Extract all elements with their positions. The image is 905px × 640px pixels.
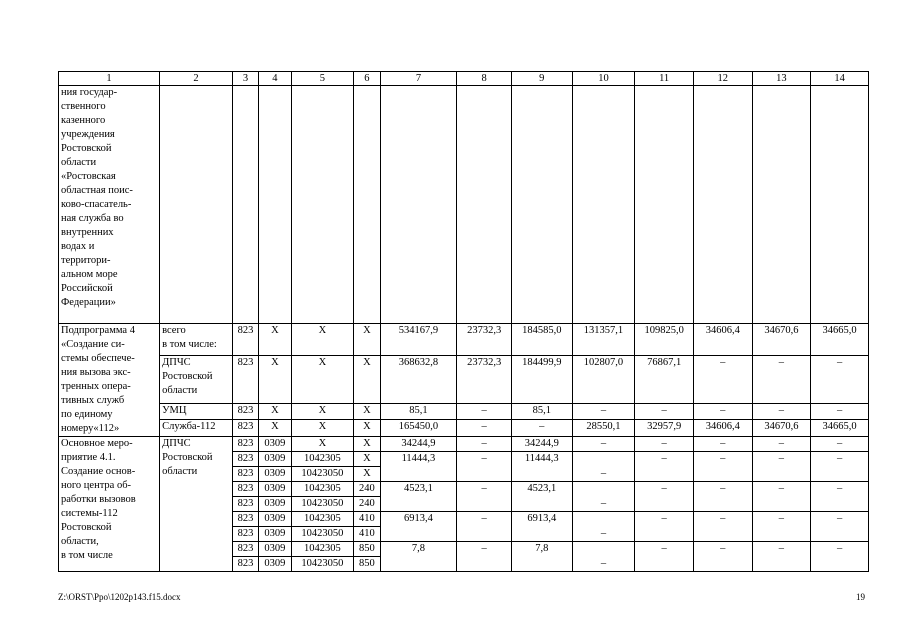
cell-csr: 1042305: [291, 512, 354, 527]
cell-csr: 1042305: [291, 482, 354, 497]
cell-total: 85,1: [380, 403, 457, 420]
cell-year: 32957,9: [635, 420, 694, 437]
cell-vr: X: [354, 437, 380, 452]
cell-year: –: [752, 542, 811, 572]
cell-csr: 10423050: [291, 557, 354, 572]
cell-year: 109825,0: [635, 324, 694, 356]
cell-year: –: [811, 452, 869, 482]
cell-year: 76867,1: [635, 356, 694, 404]
cell-year: –: [635, 542, 694, 572]
cell-year: 34665,0: [811, 324, 869, 356]
cell-vr: X: [354, 467, 380, 482]
cell-rzpr: 0309: [259, 467, 291, 482]
cell-year: 34606,4: [693, 420, 752, 437]
executor-cell: ДПЧС Ростовской области: [160, 356, 233, 404]
cell-year: 102807,0: [572, 356, 635, 404]
cell-year: –: [457, 437, 512, 452]
cell-year: –: [635, 512, 694, 542]
cell-grbs: 823: [232, 482, 258, 497]
cell-grbs: 823: [232, 420, 258, 437]
cell-year: –: [811, 437, 869, 452]
header-cell: 13: [752, 72, 811, 86]
cell-year: –: [572, 437, 635, 452]
cell-rzpr: X: [259, 356, 291, 404]
cell-total: 11444,3: [380, 452, 457, 482]
cell-year: –: [572, 512, 635, 542]
executor-cell: Служба-112: [160, 420, 233, 437]
cell-vr: 410: [354, 512, 380, 527]
cell-grbs: 823: [232, 403, 258, 420]
cell-year: –: [635, 452, 694, 482]
table-row: [59, 420, 869, 437]
cell-rzpr: X: [259, 324, 291, 356]
cell-year: 184585,0: [511, 324, 572, 356]
cell-year: 34665,0: [811, 420, 869, 437]
cell-year: –: [457, 482, 512, 512]
cell-grbs: 823: [232, 512, 258, 527]
cell-year: –: [693, 542, 752, 572]
header-cell: 5: [291, 72, 354, 86]
header-row: [59, 72, 869, 86]
header-cell: 8: [457, 72, 512, 86]
cell-year: 28550,1: [572, 420, 635, 437]
cell-rzpr: X: [259, 403, 291, 420]
header-cell: 11: [635, 72, 694, 86]
cell-year: –: [572, 482, 635, 512]
cell-grbs: 823: [232, 542, 258, 557]
cell-rzpr: X: [259, 420, 291, 437]
cell-year: –: [693, 512, 752, 542]
cell-csr: 1042305: [291, 452, 354, 467]
cell-year: –: [693, 403, 752, 420]
cell-year: –: [811, 542, 869, 572]
cell-total: 368632,8: [380, 356, 457, 404]
cell-year: 131357,1: [572, 324, 635, 356]
cell-year: 34606,4: [693, 324, 752, 356]
header-cell: 9: [511, 72, 572, 86]
cell-vr: X: [354, 403, 380, 420]
measure-name: Основное меро- приятие 4.1. Создание основ- ного центра об- работки вызовов системы-112 Ростовской области, в том числе: [59, 437, 160, 572]
continuation-row: [59, 86, 869, 324]
cell-csr: 10423050: [291, 497, 354, 512]
cell-rzpr: 0309: [259, 557, 291, 572]
cell-year: 6913,4: [511, 512, 572, 542]
cell-grbs: 823: [232, 437, 258, 452]
cell-rzpr: 0309: [259, 527, 291, 542]
cell-year: –: [635, 403, 694, 420]
cell-csr: X: [291, 437, 354, 452]
cell-year: –: [572, 403, 635, 420]
cell-year: –: [811, 356, 869, 404]
cell-vr: 410: [354, 527, 380, 542]
cell-rzpr: 0309: [259, 437, 291, 452]
cell-year: –: [457, 452, 512, 482]
cell-year: –: [752, 356, 811, 404]
cell-year: –: [635, 437, 694, 452]
cell-year: –: [457, 403, 512, 420]
cell-year: –: [693, 452, 752, 482]
cell-year: –: [752, 452, 811, 482]
cell-total: 34244,9: [380, 437, 457, 452]
cell-year: 11444,3: [511, 452, 572, 482]
cell-csr: X: [291, 403, 354, 420]
cell-year: –: [752, 512, 811, 542]
cell-year: 85,1: [511, 403, 572, 420]
cell-year: 23732,3: [457, 356, 512, 404]
cell-year: 23732,3: [457, 324, 512, 356]
header-cell: 7: [380, 72, 457, 86]
cell-year: –: [511, 420, 572, 437]
header-cell: 12: [693, 72, 752, 86]
header-cell: 3: [232, 72, 258, 86]
table-row: [59, 324, 869, 356]
table-row: [59, 403, 869, 420]
cell-total: 165450,0: [380, 420, 457, 437]
cell-year: –: [635, 482, 694, 512]
cell-year: –: [811, 403, 869, 420]
cell-csr: 10423050: [291, 527, 354, 542]
cell-vr: X: [354, 420, 380, 437]
cell-year: 34670,6: [752, 324, 811, 356]
cell-grbs: 823: [232, 356, 258, 404]
cell-grbs: 823: [232, 527, 258, 542]
header-cell: 14: [811, 72, 869, 86]
continuation-text: ния государ- ственного казенного учреждения Ростовской области «Ростовская областная поис- ково-спасатель- ная служба во внутренних водах и территори- альном море Российской Федерации»: [59, 86, 160, 324]
cell-year: –: [693, 482, 752, 512]
cell-year: –: [457, 542, 512, 572]
cell-rzpr: 0309: [259, 512, 291, 527]
header-cell: 6: [354, 72, 380, 86]
cell-year: 34670,6: [752, 420, 811, 437]
cell-rzpr: 0309: [259, 452, 291, 467]
cell-grbs: 823: [232, 467, 258, 482]
subprogram-name: Подпрограмма 4 «Создание си- стемы обеспече- ния вызова экс- тренных опера- тивных служб по единому номеру«112»: [59, 324, 160, 437]
cell-total: 6913,4: [380, 512, 457, 542]
cell-year: 7,8: [511, 542, 572, 572]
cell-rzpr: 0309: [259, 482, 291, 497]
page-number: 19: [856, 592, 865, 602]
cell-rzpr: 0309: [259, 497, 291, 512]
cell-vr: 850: [354, 542, 380, 557]
cell-year: –: [693, 437, 752, 452]
cell-grbs: 823: [232, 497, 258, 512]
cell-year: –: [752, 437, 811, 452]
file-path: Z:\ORST\Ppo\1202p143.f15.docx: [58, 592, 181, 602]
cell-vr: X: [354, 324, 380, 356]
cell-total: 4523,1: [380, 482, 457, 512]
cell-total: 534167,9: [380, 324, 457, 356]
executor-cell: УМЦ: [160, 403, 233, 420]
header-cell: 10: [572, 72, 635, 86]
cell-vr: X: [354, 356, 380, 404]
header-cell: 4: [259, 72, 291, 86]
executor-cell: ДПЧС Ростовской области: [160, 437, 233, 572]
cell-year: –: [457, 512, 512, 542]
table-row: [59, 437, 869, 452]
cell-year: –: [811, 482, 869, 512]
cell-year: 4523,1: [511, 482, 572, 512]
cell-year: –: [752, 403, 811, 420]
cell-year: –: [572, 542, 635, 572]
table-row: [59, 356, 869, 404]
cell-csr: X: [291, 420, 354, 437]
executor-cell: всего в том числе:: [160, 324, 233, 356]
header-cell: 2: [160, 72, 233, 86]
cell-year: –: [752, 482, 811, 512]
cell-csr: X: [291, 356, 354, 404]
header-cell: 1: [59, 72, 160, 86]
cell-vr: 850: [354, 557, 380, 572]
cell-year: 34244,9: [511, 437, 572, 452]
cell-year: 184499,9: [511, 356, 572, 404]
cell-year: –: [572, 452, 635, 482]
cell-year: –: [693, 356, 752, 404]
cell-year: –: [457, 420, 512, 437]
cell-rzpr: 0309: [259, 542, 291, 557]
budget-table: [58, 71, 869, 572]
cell-csr: X: [291, 324, 354, 356]
cell-year: –: [811, 512, 869, 542]
cell-vr: 240: [354, 482, 380, 497]
cell-grbs: 823: [232, 324, 258, 356]
cell-vr: X: [354, 452, 380, 467]
cell-total: 7,8: [380, 542, 457, 572]
cell-csr: 10423050: [291, 467, 354, 482]
cell-grbs: 823: [232, 452, 258, 467]
cell-vr: 240: [354, 497, 380, 512]
cell-grbs: 823: [232, 557, 258, 572]
cell-csr: 1042305: [291, 542, 354, 557]
